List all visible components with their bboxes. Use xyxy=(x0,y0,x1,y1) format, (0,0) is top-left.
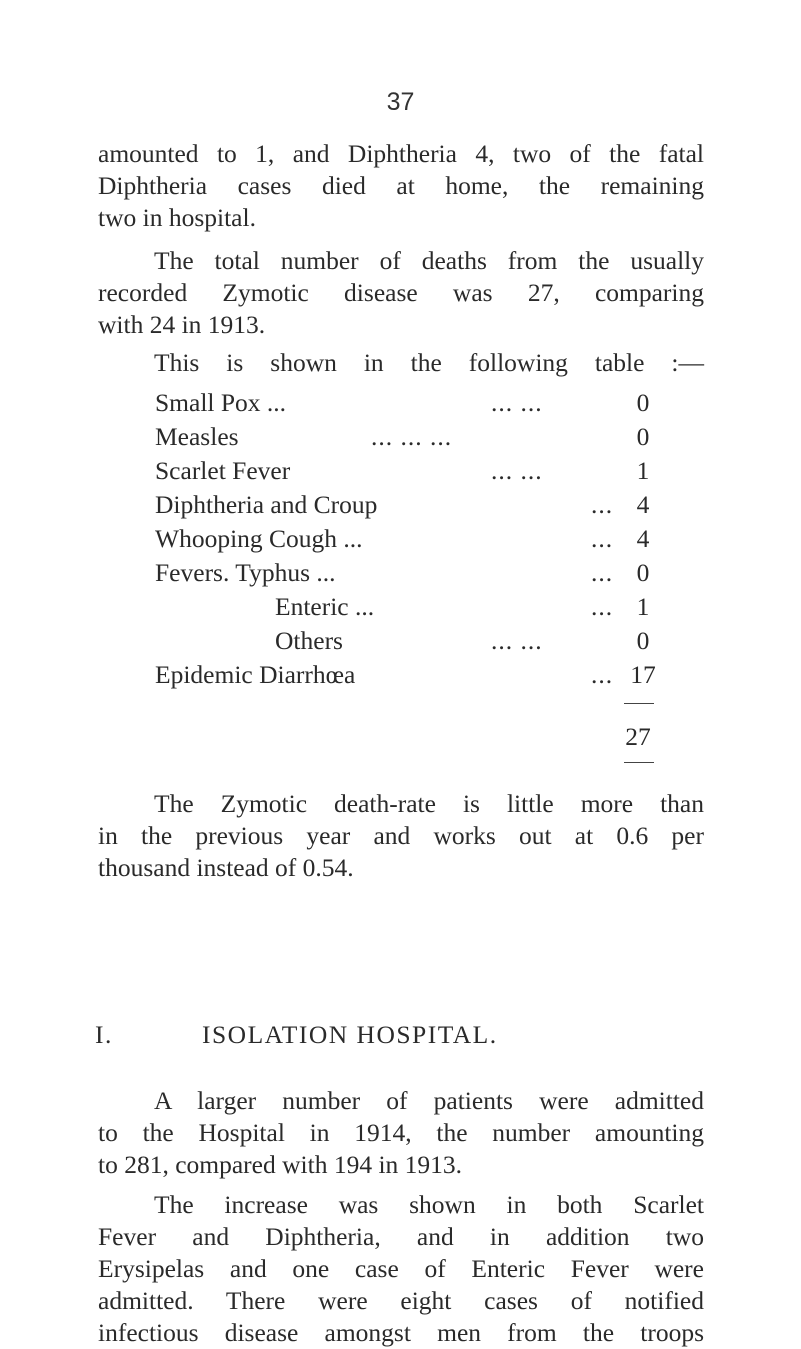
row-value: 0 xyxy=(636,422,650,451)
text-line: Diphtheria cases died at home, the remaining xyxy=(98,171,704,200)
table-row xyxy=(155,386,659,420)
text-line: Fever and Diphtheria, and in addition two xyxy=(98,1222,704,1251)
row-label: Small Pox ... xyxy=(155,388,287,417)
row-label: Scarlet Fever xyxy=(155,456,291,485)
text-line: recorded Zymotic disease was 27, comparing xyxy=(98,278,704,307)
text-line: infectious disease amongst men from the troops xyxy=(98,1318,704,1347)
sum-rule-top xyxy=(624,703,654,704)
section-number: I. xyxy=(95,1020,113,1049)
row-value: 4 xyxy=(636,524,650,553)
row-label: Measles xyxy=(155,422,239,451)
text-line: The Zymotic death-rate is little more than xyxy=(154,789,704,818)
row-value: 0 xyxy=(636,558,650,587)
text-line: The total number of deaths from the usually xyxy=(154,246,704,275)
row-dots: ... xyxy=(591,524,614,553)
table-row xyxy=(155,522,659,556)
row-label: Fevers. Typhus ... xyxy=(155,558,336,587)
text-line: to 281, compared with 194 in 1913. xyxy=(98,1150,463,1179)
table-total: 27 xyxy=(625,722,651,751)
sum-rule-bottom xyxy=(624,762,654,763)
row-label: Epidemic Diarrhœa xyxy=(155,660,356,689)
table-row xyxy=(155,658,659,692)
row-dots: ... xyxy=(591,592,614,621)
row-label: Others xyxy=(275,626,343,655)
table-row xyxy=(155,488,659,522)
text-line: two in hospital. xyxy=(98,203,256,232)
paragraph-increase xyxy=(98,1189,704,1349)
table-row xyxy=(155,624,659,658)
text-line: This is shown in the following table :— xyxy=(154,348,704,377)
row-label: Whooping Cough ... xyxy=(155,524,363,553)
text-line: in the previous year and works out at 0.6 per xyxy=(98,821,704,850)
row-value: 17 xyxy=(630,660,656,689)
section-title: ISOLATION HOSPITAL. xyxy=(202,1020,498,1049)
text-line: The increase was shown in both Scarlet xyxy=(154,1190,704,1219)
row-label: Enteric ... xyxy=(275,592,375,621)
text-line: A larger number of patients were admitted xyxy=(154,1086,704,1115)
text-line: thousand instead of 0.54. xyxy=(98,853,354,882)
paragraph-diphtheria-deaths xyxy=(98,138,704,234)
table-row xyxy=(155,454,659,488)
table-row xyxy=(155,420,659,454)
row-dots: ... ... xyxy=(491,626,543,655)
text-line: admitted. There were eight cases of notified xyxy=(98,1286,704,1315)
row-dots: ... xyxy=(591,558,614,587)
table-intro xyxy=(98,347,704,379)
row-dots: ... xyxy=(591,660,614,689)
text-line: to the Hospital in 1914, the number amounting xyxy=(98,1118,704,1147)
page-number: 37 xyxy=(386,88,415,116)
paragraph-admissions xyxy=(98,1085,704,1181)
text-line: amounted to 1, and Diphtheria 4, two of the fatal xyxy=(98,139,704,168)
text-line: Erysipelas and one case of Enteric Fever were xyxy=(98,1254,704,1283)
row-value: 0 xyxy=(636,388,650,417)
row-label: Diphtheria and Croup xyxy=(155,490,378,519)
row-dots: ... xyxy=(591,490,614,519)
text-line: with 24 in 1913. xyxy=(98,310,266,339)
row-value: 1 xyxy=(636,456,650,485)
table-row xyxy=(155,590,659,624)
table-row xyxy=(155,556,659,590)
row-value: 1 xyxy=(636,592,650,621)
paragraph-zymotic-total xyxy=(98,245,704,341)
row-dots: ... ... xyxy=(491,456,543,485)
row-value: 4 xyxy=(636,490,650,519)
row-dots: ... ... ... xyxy=(371,422,453,451)
row-dots: ... ... xyxy=(491,388,543,417)
row-value: 0 xyxy=(636,626,650,655)
paragraph-death-rate xyxy=(98,788,704,884)
